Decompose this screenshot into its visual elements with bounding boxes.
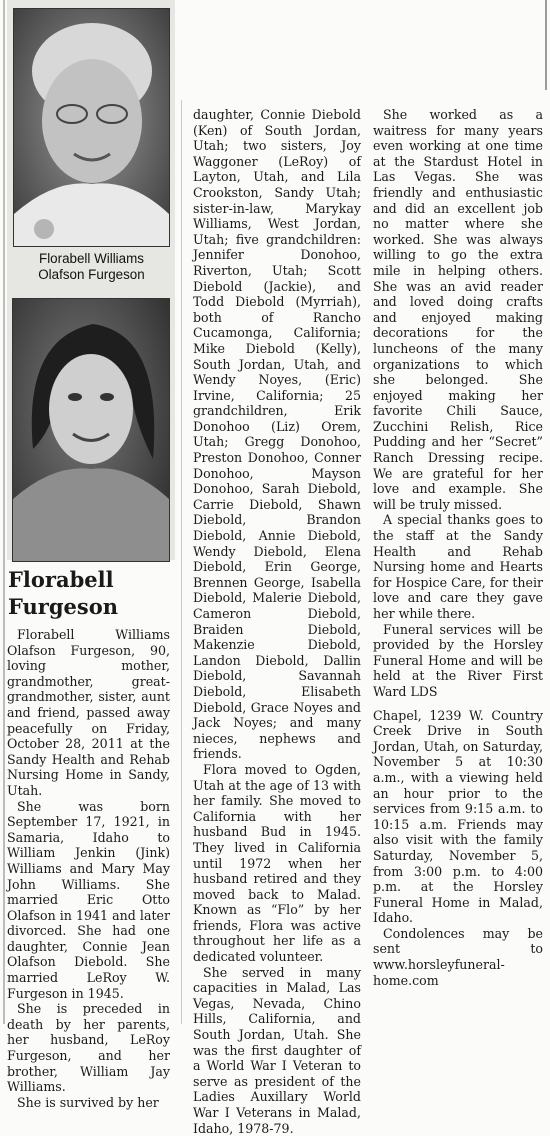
portrait-photo-bottom-image: [13, 299, 169, 561]
paragraph: Condolences may be sent to www.horsleyfuneral-home.com: [373, 925, 543, 988]
caption-line-2: Olafson Furgeson: [38, 267, 145, 282]
photo-caption-top: [10, 251, 173, 283]
left-border-rule: [3, 0, 5, 1024]
paragraph: She worked as a waitress for many years even working at one time at the Stardust Hotel in Las Vegas. She was friendly and enthusiastic and did an excellent job no matter where she worked. She was always willing to go the extra mile in helping others. She was an avid reader and loved doing crafts and enjoyed making decorations for the luncheons of the many organizations to which she belonged. She enjoyed making her favorite Chili Sauce, Zucchini Relish, Rice Pudding and her “Secret” Ranch Dressing recipe. We are grateful for her love and example. She will be truly missed.: [373, 107, 543, 512]
paragraph: She served in many capacities in Malad, Las Vegas, Nevada, Chino Hills, California, and South Jordan, Utah. She was the first daughter of a World War I Veteran to serve as president of the Ladies Auxillary World War I Veterans in Malad, Idaho, 1978-79.: [193, 964, 361, 1136]
paragraph: daughter, Connie Diebold (Ken) of South Jordan, Utah; two sisters, Joy Waggoner (LeRoy) of Layton, Utah, and Lila Crookston, Sandy Utah; sister-in-law, Marykay Williams, West Jordan, Utah; five grandchildren: Jennifer Donohoo, Riverton, Utah; Scott Diebold (Jackie), and Todd Diebold (Myrriah), both of Rancho Cucamonga, California; Mike Diebold (Kelly), South Jordan, Utah, and Wendy Noyes, (Eric) Irvine, California; 25 grandchildren, Erik Donohoo (Liz) Orem, Utah; Gregg Donohoo, Preston Donohoo, Conner Donohoo, Mayson Donohoo, Sarah Diebold, Carrie Diebold, Shawn Diebold, Brandon Diebold, Annie Diebold, Wendy Diebold, Elena Diebold, Erin George, Brennen George, Isabella Diebold, Malerie Diebold, Cameron Diebold, Braiden Diebold, Makenzie Diebold, Landon Diebold, Dallin Diebold, Savannah Diebold, Elisabeth Diebold, Grace Noyes and Jack Noyes; and many nieces, nephews and friends.: [193, 107, 361, 762]
caption-line-1: Florabell Williams: [39, 251, 144, 266]
paragraph: She is preceded in death by her parents, her husband, LeRoy Furgeson, and her brother, William Jay Williams.: [7, 1001, 170, 1095]
text-column-right: [373, 107, 543, 988]
headline-last-name: Furgeson: [8, 594, 119, 619]
paragraph-gap: [373, 700, 543, 708]
column-rule-left: [181, 100, 182, 1024]
text-column-middle: [193, 107, 361, 1136]
portrait-photo-bottom: [12, 298, 170, 562]
paragraph: A special thanks goes to the staff at the Sandy Health and Rehab Nursing home and Hearts for Hospice Care, for their love and care they gave her while there.: [373, 512, 543, 621]
paragraph: She was born September 17, 1921, in Samaria, Idaho to William Jenkin (Jink) Williams and Mary May John Williams. She married Eric Otto Olafson in 1941 and later divorced. She had one daughter, Connie Jean Olafson Diebold. She married LeRoy W. Furgeson in 1945.: [7, 798, 170, 1001]
obituary-headline: [8, 566, 173, 620]
text-column-left: [7, 627, 170, 1110]
headline-first-name: Florabell: [8, 567, 114, 592]
paragraph: Florabell Williams Olafson Furgeson, 90, loving mother, grandmother, great-grandmother, sister, aunt and friend, passed away peacefully on Friday, October 28, 2011 at the Sandy Health and Rehab Nursing Home in Sandy, Utah.: [7, 627, 170, 798]
portrait-photo-top-image: [14, 9, 169, 246]
paragraph: Funeral services will be provided by the Horsley Funeral Home and will be held at the River First Ward LDS: [373, 621, 543, 699]
column-rule-right: [545, 0, 547, 90]
paragraph: She is survived by her: [17, 1094, 159, 1110]
paragraph: Flora moved to Ogden, Utah at the age of 13 with her family. She moved to California with her husband Bud in 1945. They lived in California until 1972 when her husband retired and they moved back to Malad. Known as “Flo” by her friends, Flora was active throughout her life as a dedicated volunteer.: [193, 761, 361, 965]
portrait-photo-top: [13, 8, 170, 247]
paragraph: Chapel, 1239 W. Country Creek Drive in South Jordan, Utah, on Saturday, November 5 at 10:30 a.m., with a viewing held an hour prior to the services from 9:15 a.m. to 10:15 a.m. Friends may also visit with the family Saturday, November 5, from 3:00 p.m. to 4:00 p.m. at the Horsley Funeral Home in Malad, Idaho.: [373, 707, 543, 926]
